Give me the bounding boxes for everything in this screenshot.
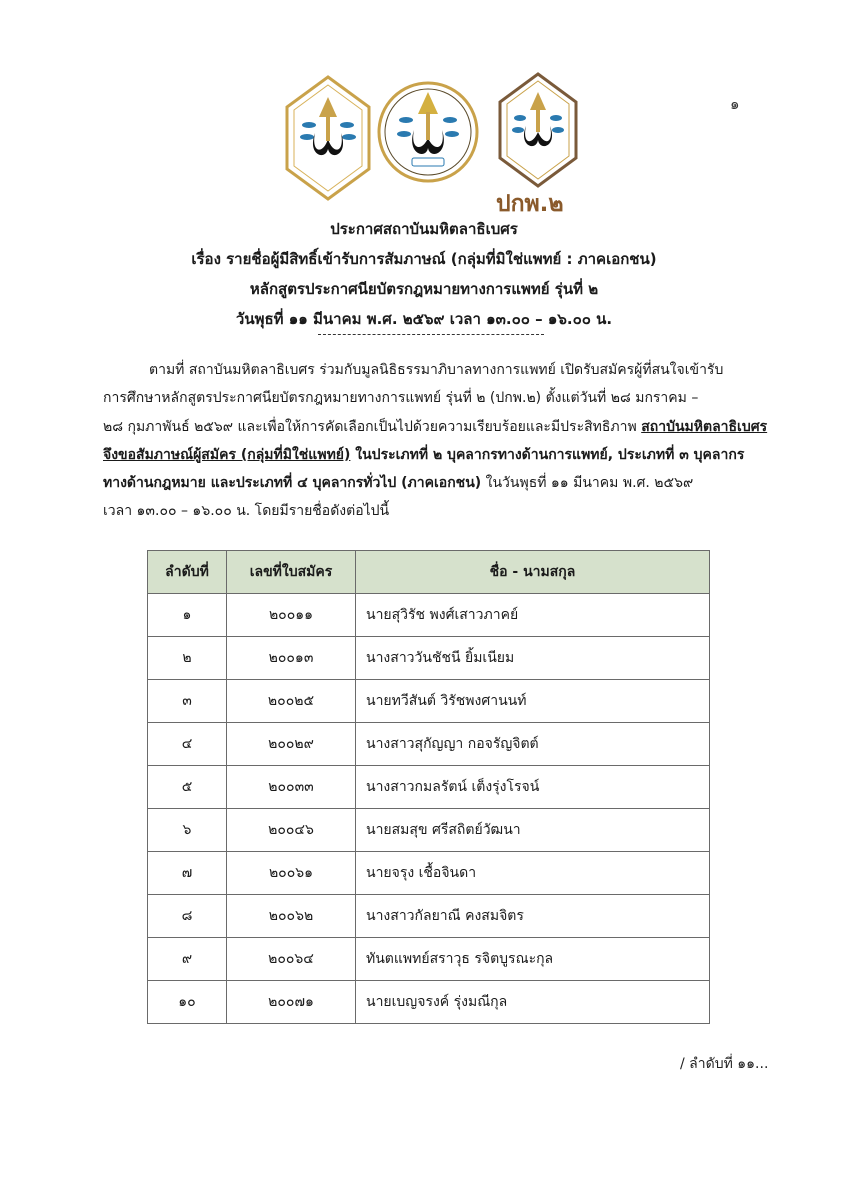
body-line: เวลา ๑๓.๐๐ – ๑๖.๐๐ น. โดยมีรายชื่อดังต่อไปนี้ (103, 503, 390, 520)
row-application-no: ๒๐๐๒๙ (227, 723, 356, 766)
row-name: นายทวีสันต์ วิรัชพงศานนท์ (356, 680, 710, 723)
body-line: ตามที่ สถาบันมหิตลาธิเบศร ร่วมกับมูลนิธิธรรมาภิบาลทางการแพทย์ เปิดรับสมัครผู้ที่สนใจเข้ารับ (149, 362, 724, 378)
body-emphasis: สถาบันมหิตลาธิเบศร (641, 418, 768, 435)
row-name: นายสุวิรัช พงศ์เสาวภาคย์ (356, 594, 710, 637)
row-order: ๓ (148, 680, 227, 723)
body-text: ในวันพุธที่ ๑๑ มีนาคม พ.ศ. ๒๕๖๙ (481, 475, 694, 492)
body-line (103, 441, 757, 469)
body-line (103, 469, 757, 497)
table-header-row (148, 551, 710, 594)
header-order: ลำดับที่ (148, 551, 227, 594)
course-name: หลักสูตรประกาศนียบัตรกฎหมายทางการแพทย์ รุ่นที่ ๒ (249, 280, 599, 298)
row-application-no: ๒๐๐๒๕ (227, 680, 356, 723)
row-order: ๘ (148, 895, 227, 938)
body-text: ๒๘ กุมภาพันธ์ ๒๕๖๙ และเพื่อให้การคัดเลือกเป็นไปด้วยความเรียบร้อยและมีประสิทธิภาพ (103, 418, 642, 435)
course-code: ปกพ.๒ (496, 191, 564, 217)
row-name: ทันตแพทย์สราวุธ รจิตบูรณะกุล (356, 938, 710, 981)
row-order: ๑๐ (148, 981, 227, 1024)
body-emphasis: ทางด้านกฎหมาย และประเภทที่ ๔ บุคลากรทั่วไป (ภาคเอกชน) (103, 475, 482, 492)
body-emphasis: จึงขอสัมภาษณ์ผู้สมัคร (กลุ่มที่มิใช่แพทย์) (103, 446, 351, 463)
row-order: ๖ (148, 809, 227, 852)
row-name: นางสาวสุกัญญา กอจรัญจิตต์ (356, 723, 710, 766)
row-name: นางสาววันชัชนี ยิ้มเนียม (356, 637, 710, 680)
body-line (103, 413, 768, 441)
row-application-no: ๒๐๐๗๑ (227, 981, 356, 1024)
header-name: ชื่อ - นามสกุล (356, 551, 710, 594)
row-name: นายสมสุข ศรีสถิตย์วัฒนา (356, 809, 710, 852)
institute-logo-icon (376, 80, 480, 184)
row-application-no: ๒๐๐๔๖ (227, 809, 356, 852)
table-row (148, 895, 710, 938)
row-application-no: ๒๐๐๖๑ (227, 852, 356, 895)
row-name: นางสาวกัลยาณี คงสมจิตร (356, 895, 710, 938)
row-order: ๕ (148, 766, 227, 809)
table-row (148, 938, 710, 981)
row-order: ๙ (148, 938, 227, 981)
row-application-no: ๒๐๐๑๓ (227, 637, 356, 680)
page-number: ๑ (730, 95, 740, 113)
candidate-table (147, 550, 710, 1024)
interview-date: วันพุธที่ ๑๑ มีนาคม พ.ศ. ๒๕๖๙ เวลา ๑๓.๐๐ – ๑๖.๐๐ น. (235, 310, 613, 328)
row-order: ๑ (148, 594, 227, 637)
continuation-note: / ลำดับที่ ๑๑... (680, 1056, 769, 1072)
divider (318, 334, 544, 335)
row-application-no: ๒๐๐๖๒ (227, 895, 356, 938)
table-row (148, 809, 710, 852)
table-row (148, 723, 710, 766)
row-order: ๒ (148, 637, 227, 680)
announcement-subject: เรื่อง รายชื่อผู้มีสิทธิ์เข้ารับการสัมภาษณ์ (กลุ่มที่มิใช่แพทย์ : ภาคเอกชน) (191, 250, 657, 268)
table-row (148, 680, 710, 723)
body-paragraph (103, 356, 768, 526)
body-emphasis: ในประเภทที่ ๒ บุคลากรทางด้านการแพทย์, ประเภทที่ ๓ บุคลากร (350, 446, 745, 463)
row-name: นายเบญจรงค์ รุ่งมณีกุล (356, 981, 710, 1024)
header-application-no: เลขที่ใบสมัคร (227, 551, 356, 594)
row-name: นางสาวกมลรัตน์ เต็งรุ่งโรจน์ (356, 766, 710, 809)
row-name: นายจรุง เชื้อจินดา (356, 852, 710, 895)
table-row (148, 981, 710, 1024)
table-row (148, 852, 710, 895)
row-order: ๔ (148, 723, 227, 766)
body-line: การศึกษาหลักสูตรประกาศนียบัตรกฎหมายทางการแพทย์ รุ่นที่ ๒ (ปกพ.๒) ตั้งแต่วันที่ ๒๘ มกราคม – (103, 390, 699, 407)
foundation-logo-icon (285, 75, 371, 201)
row-application-no: ๒๐๐๓๓ (227, 766, 356, 809)
row-application-no: ๒๐๐๑๑ (227, 594, 356, 637)
course-logo-icon (498, 72, 578, 188)
row-application-no: ๒๐๐๖๔ (227, 938, 356, 981)
table-row (148, 766, 710, 809)
announcement-title: ประกาศสถาบันมหิตลาธิเบศร (330, 220, 518, 238)
table-row (148, 637, 710, 680)
table-row (148, 594, 710, 637)
row-order: ๗ (148, 852, 227, 895)
